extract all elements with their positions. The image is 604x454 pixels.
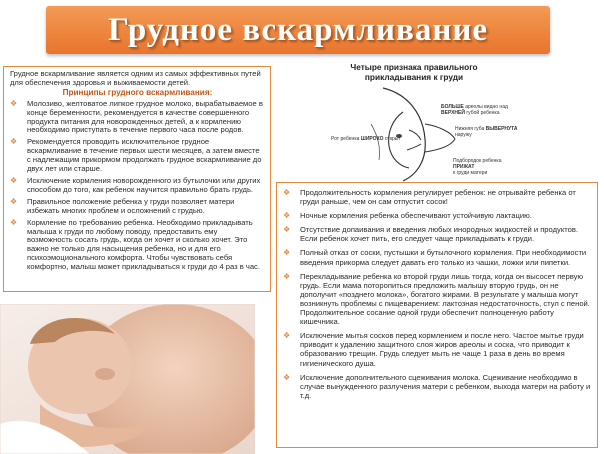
diamond-bullet-icon: ❖: [283, 331, 291, 341]
list-item: ❖ Исключение кормления новорожденного из бутылочки или других способом до того, как ребенок научится правильно брать грудь.: [10, 175, 261, 194]
principles-heading: Принципы грудного вскармливания:: [62, 87, 213, 97]
diamond-bullet-icon: ❖: [10, 196, 18, 206]
title-banner: [46, 6, 550, 54]
latch-diagram: [323, 58, 593, 183]
diamond-bullet-icon: ❖: [283, 372, 291, 382]
diamond-bullet-icon: ❖: [283, 248, 291, 258]
list-item: ❖ Полный отказ от соски, пустышки и бутылочного кормления. При необходимости введения прикорма следует давать его только из чашки, ложки или пипетки.: [283, 248, 587, 267]
breastfeeding-photo: [0, 304, 255, 454]
diamond-bullet-icon: ❖: [10, 217, 18, 227]
diamond-bullet-icon: ❖: [10, 98, 18, 108]
diagram-title: Четыре признака правильного прикладывания к груди: [350, 62, 478, 82]
list-item: ❖ Кормление по требованию ребенка. Необходимо прикладывать малыша к груди по любому поводу, предоставить ему возможность сосать грудь, когда он хочет и сколько хочет. Это важно не только для насыщения ребенка, но и для его психоэмоционального комфорта. Чтобы чувствовать себя комфортно, малыш может прикладываться к груди до 4 раз в час.: [10, 217, 260, 272]
diamond-bullet-icon: ❖: [283, 188, 291, 197]
list-item: ❖ Ночные кормления ребенка обеспечивают устойчивую лактацию.: [283, 211, 532, 221]
label-lower-lip: Нижняя губа ВЫВЕРНУТА наружу: [455, 126, 518, 138]
list-item: ❖ Молозиво, желтоватое липкое грудное молоко, вырабатываемое в конце беременности, рекомендуется в качестве совершенного продукта питания для новорожденных детей, а к кормлению необходимо приступать в течение первого часа после родов.: [10, 98, 263, 135]
intro-text: Грудное вскармливание является одним из самых эффективных путей для обеспечения здоровья и выживаемости детей.: [10, 69, 261, 87]
list-item: ❖ Рекомендуется проводить исключительное грудное вскармливание в течение первых шести месяцев, а затем вместе с надлежащим прикормом продолжать грудное вскармливание до двух лет или старше.: [10, 137, 262, 174]
list-item: ❖ Отсутствие допаивания и введения любых инородных жидкостей и продуктов. Если ребенок хочет пить, его следует чаще прикладывать к груди.: [283, 225, 578, 244]
list-item: ❖ Перекладывание ребенка ко второй груди лишь тогда, когда он высосет первую грудь. Если мама поторопиться предложить малышу вторую грудь, он не дополучит «позднего молока», богатого жирами. В результате у малыша могут возникнуть проблемы с пищеварением: лактозная недостаточность, стул с пеной. Продолжительное сосание одной груди обеспечит полноценную работу кишечника.: [283, 271, 590, 327]
recommendations-panel: [276, 182, 598, 448]
label-mouth-open: Рот ребенка ШИРОКО открыт: [331, 136, 401, 142]
principles-panel: [3, 66, 271, 292]
list-item: ❖ Исключение дополнительного сцеживания молока. Сцеживание необходимо в случае вынужденного разлучения матери с ребенком, выхода матери на работу и т.д.: [283, 372, 591, 400]
recommendations-list: [283, 188, 591, 400]
list-item: ❖ Исключение мытья сосков перед кормлением и после него. Частое мытье груди приводит к удалению защитного слоя жиров ареолы и соска, что приводит к образованию трещин. Грудь следует мыть не чаще 1 раза в день во время гигиенического душа.: [283, 331, 584, 368]
label-areola: БОЛЬШЕ ареолы видно над ВЕРХНЕЙ губой ребенка: [441, 104, 508, 116]
page-title: Грудное вскармливание: [107, 11, 489, 48]
principles-list: [10, 100, 265, 272]
diamond-bullet-icon: ❖: [10, 175, 18, 185]
list-item: ❖ Правильное положение ребенка у груди позволяет матери избежать многих проблем и осложнений с грудью.: [10, 196, 235, 215]
label-chin: Подбородок ребенка ПРИЖАТ к груди матери: [453, 158, 502, 176]
diamond-bullet-icon: ❖: [283, 225, 291, 235]
diamond-bullet-icon: ❖: [10, 137, 18, 147]
diamond-bullet-icon: ❖: [283, 271, 291, 281]
diamond-bullet-icon: ❖: [283, 211, 291, 221]
list-item: ❖ Продолжительность кормления регулирует ребенок: не отрывайте ребенка от груди раньше, чем он сам отпустит сосок!: [283, 188, 576, 207]
